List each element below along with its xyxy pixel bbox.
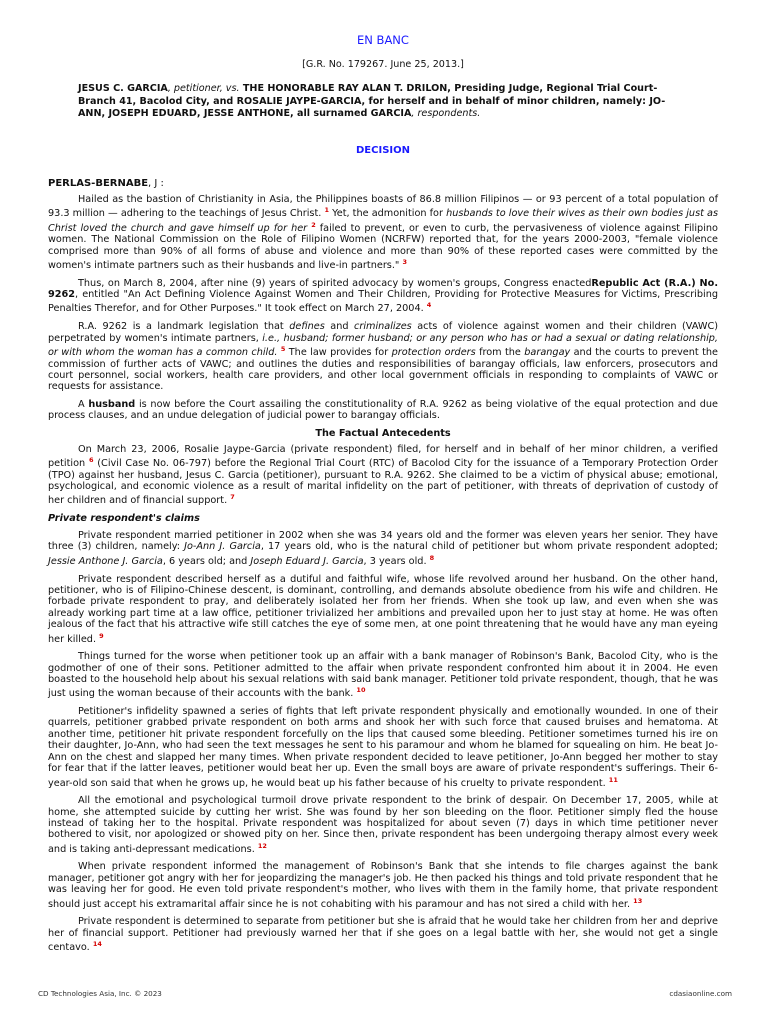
ponente-suffix: , J : [148, 177, 164, 189]
en-banc-label: EN BANC [357, 33, 409, 47]
text-run: , 6 years old; and [162, 556, 251, 568]
text-run: failed to prevent, or even to curb, the pervasiveness of violence against Filipino women. The National Commission on the Role of Filipino Women (NCRFW) reported that, for the years 2000-2003, "female violence comprised more than 90% of all forms of abuse and violence and more than 90% of these reported cases were committed by the women's intimate partners such as their husbands and live-in partners." [48, 222, 718, 272]
subheading-claims: Private respondent's claims [48, 513, 200, 525]
ponente-name: PERLAS-BERNABE [48, 177, 149, 189]
text-run: (Civil Case No. 06-797) before the Regional Trial Court (RTC) of Bacolod City for the issuance of a Temporary Protection Order (TPO) against her husband, Jesus C. Garcia (petitioner), pursuant to R.A. 9262. She claimed to be a victim of physical abuse; emotional, psychological, and economic violence as a result of marital infidelity on the part of petitioner, with threats of deprivation of custody of her children and of financial support. [48, 458, 718, 507]
footnote-ref-9[interactable]: 9 [99, 631, 104, 640]
paragraph-12 [48, 916, 718, 953]
text-run: Yet, the admonition for [329, 208, 447, 220]
case-parties [78, 83, 688, 121]
paragraph-2 [48, 278, 718, 315]
petitioner-name: JESUS C. GARCIA [78, 83, 168, 94]
italic-term: barangay [524, 347, 571, 359]
text-run: from the [475, 347, 525, 359]
italic-term: defines [289, 321, 325, 333]
footnote-ref-1[interactable]: 1 [324, 205, 329, 214]
footnote-ref-6[interactable]: 6 [88, 455, 94, 464]
text-run: , 17 years old, who is the natural child of petitioner but whom private respondent adopted; [260, 541, 718, 553]
child-name: Jessie Anthone J. Garcia [48, 556, 163, 568]
paragraph-3 [48, 321, 718, 393]
footnote-ref-4[interactable]: 4 [426, 301, 432, 310]
decision-title: DECISION [356, 144, 410, 156]
footnote-ref-14[interactable]: 14 [92, 940, 102, 949]
text-run: R.A. 9262 is a landmark legislation that [78, 321, 290, 333]
text-run: Private respondent described herself as a dutiful and faithful wife, whose life revolved around her husband. On the other hand, petitioner, who is of Filipino-Chinese descent, is dominant, controlling, and demands absolute obedience from his wife and children. He forbade private respondent to pray, and deliberately isolated her from her friends. When she took up law, and even when she was already working part time at a law office, petitioner trivialized her ambitions and prevailed upon her to just stay at home. He was often jealous of the fact that his attractive wife still catches the eye of some men, at one point threatening that he would have any man eyeing her killed. [48, 573, 718, 645]
paragraph-8 [48, 651, 718, 700]
paragraph-9 [48, 706, 718, 789]
text-run: is now before the Court assailing the constitutionality of R.A. 9262 as being violative of the equal protection and due process clauses, and an undue delegation of judicial power to barangay officials. [48, 398, 718, 422]
paragraph-11 [48, 861, 718, 910]
case-number: [G.R. No. 179267. June 25, 2013.] [302, 59, 464, 70]
text-run: On March 23, 2006, Rosalie Jaype-Garcia (private respondent) filed, for herself and in behalf of her minor children, a verified petition [48, 443, 718, 470]
text-run: Hailed as the bastion of Christianity in Asia, the Philippines boasts of 86.8 million Filipinos — or 93 percent of a total population of 93.3 million — adhering to the teachings of Jesus Christ. [48, 193, 718, 220]
text-run: Things turned for the worse when petitioner took up an affair with a bank manager of Robinson's Bank, Bacolod City, who is the godmother of one of their sons. Petitioner admitted to the affair when private respondent confronted him about it in 2004. He even boasted to the household help about his sexual relations with said bank manager. Petitioner told private respondent, though, that he was just using the woman because of their accounts with the bank. [48, 651, 718, 700]
text-run: Private respondent married petitioner in 2002 when she was 34 years old and the former was eleven years her senior. They have three (3) children, namely: [48, 530, 718, 553]
footnote-ref-13[interactable]: 13 [633, 896, 643, 905]
text-run: The law provides for [285, 347, 392, 359]
italic-quote: husbands to love their wives as their own bodies just as Christ loved the church and gave himself up for her [48, 208, 719, 234]
text-run: and the courts to prevent the commission of further acts of VAWC; and outlines the duties and responsibilities of barangay officials, law enforcers, prosecutors and court personnel, social workers, health care providers, and other local government officials in responding to complaints of VAWC or requests for assistance. [48, 347, 718, 393]
footnote-ref-7[interactable]: 7 [230, 493, 235, 502]
footer-site[interactable]: cdasiaonline.com [669, 989, 732, 998]
paragraph-6 [48, 530, 718, 567]
paragraph-5 [48, 444, 718, 508]
paragraph-1 [48, 194, 718, 272]
text-run: , entitled "An Act Defining Violence Against Women and Their Children, Providing for Protective Measures for Victims, Prescribing Penalties Therefor, and for Other Purposes." It took effect on March 27, 2004. [48, 289, 718, 315]
text-run: , 3 years old. [363, 556, 430, 568]
footnote-ref-10[interactable]: 10 [356, 686, 366, 695]
text-run: When private respondent informed the management of Robinson's Bank that she intends to file charges against the bank manager, petitioner got angry with her for jeopardizing the manager's job. He then packed his things and told private respondent that he was leaving her for good. He even told private respondent's mother, who lives with them in the family home, that private respondent should just accept his extramarital affair since he is not cohabiting with his paramour and has not sired a child with her. [48, 861, 718, 910]
child-name: Joseph Eduard J. Garcia [250, 556, 364, 568]
italic-term: i.e., husband; former husband; or any person who has or had a sexual or dating relationship, or with whom the woman has a common child. [48, 332, 718, 359]
section-heading-factual: The Factual Antecedents [315, 427, 451, 439]
italic-term: criminalizes [354, 321, 412, 333]
footnote-ref-11[interactable]: 11 [608, 775, 618, 784]
footnote-ref-2[interactable]: 2 [311, 220, 316, 229]
footnote-ref-3[interactable]: 3 [402, 258, 407, 266]
text-run: Thus, on March 8, 2004, after nine (9) years of spirited advocacy by women's groups, Congress enacted [78, 277, 592, 289]
footnote-ref-5[interactable]: 5 [280, 344, 286, 353]
versus-label: vs. [225, 83, 240, 94]
footnote-ref-12[interactable]: 12 [257, 841, 267, 850]
paragraph-4 [48, 399, 718, 422]
paragraph-7 [48, 574, 718, 646]
text-run: Petitioner's infidelity spawned a series of fights that left private respondent physically and emotionally wounded. In one of their quarrels, petitioner grabbed private respondent on both arms and shook her with such force that caused bruises and hematoma. At another time, petitioner hit private respondent forcefully on the lips that caused some bleeding. Petitioner sometimes turned his ire on their daughter, Jo-Ann, who had seen the text messages he sent to his paramour and whom he blamed for squealing on him. He beat Jo-Ann on the chest and slapped her many times. When private respondent decided to leave petitioner, Jo-Ann begged her mother to stay for fear that if the latter leaves, petitioner would beat her up. Even the small boys are aware of private respondent's sufferings. Their 6-year-old son said that when he grows up, he would beat up his father because of his cruelty to private respondent. [48, 706, 718, 789]
text-run: acts of violence against women and their children (VAWC) perpetrated by women's intimate partners, [48, 321, 718, 344]
petitioner-role: , petitioner, [167, 83, 226, 94]
text-run: Private respondent is determined to separate from petitioner but she is afraid that he would take her children from her and deprive her of financial support. Petitioner had previously warned her that if she goes on a legal battle with her, she would not get a single centavo. [48, 916, 718, 954]
footnote-ref-8[interactable]: 8 [429, 553, 435, 562]
text-run: and [324, 321, 355, 333]
respondents-names: THE HONORABLE RAY ALAN T. DRILON, Presiding Judge, Regional Trial Court-Branch 41, Bacolod City, and ROSALIE JAYPE-GARCIA, for herself and in behalf of minor children, namely: JO-ANN, JOSEPH EDUARD, JESSE ANTHONE, all surnamed GARCIA [78, 83, 666, 119]
respondents-role: , respondents. [411, 108, 481, 119]
bold-term: husband [88, 398, 136, 410]
footer-copyright: CD Technologies Asia, Inc. © 2023 [38, 989, 162, 998]
child-name: Jo-Ann J. Garcia [184, 541, 261, 553]
ponente [48, 178, 718, 189]
italic-term: protection orders [391, 347, 476, 359]
paragraph-10 [48, 795, 718, 855]
text-run: All the emotional and psychological turmoil drove private respondent to the brink of despair. On December 17, 2005, while at home, she attempted suicide by cutting her wrist. She was found by her son bleeding on the floor. Petitioner simply fled the house instead of taking her to the hospital. Private respondent was hospitalized for about seven (7) days in which time petitioner never bothered to visit, nor apologized or showed pity on her. Since then, private respondent has been undergoing therapy almost every week and is taking anti-depressant medications. [48, 795, 718, 855]
document-content [48, 33, 718, 960]
text-run: A [78, 398, 89, 410]
law-title: Republic Act (R.A.) No. 9262 [48, 277, 718, 301]
